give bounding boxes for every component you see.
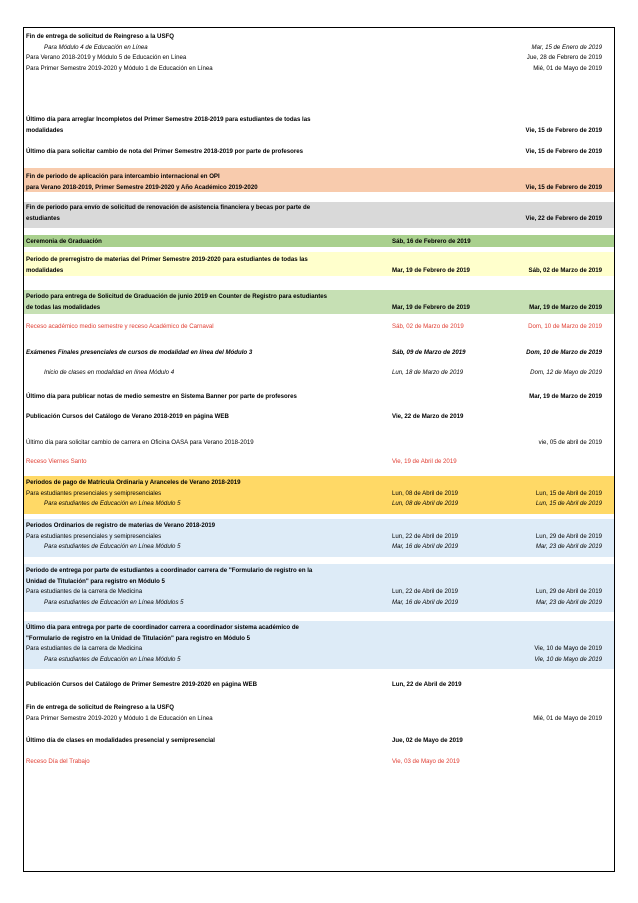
event-description: Para Módulo 4 de Educación en Línea bbox=[44, 43, 148, 51]
start-date: Vie, 22 de Marzo de 2019 bbox=[392, 413, 464, 420]
event-description: Para estudiantes de Educación en Línea Módulo 5 bbox=[44, 543, 181, 550]
end-date: Jue, 28 de Febrero de 2019 bbox=[526, 54, 602, 61]
end-date: Mar, 15 de Enero de 2019 bbox=[531, 43, 602, 51]
event-description: Último día para publicar notas de medio semestre en Sistema Banner por parte de profesores bbox=[26, 393, 297, 400]
calendar-line bbox=[25, 542, 613, 553]
event-description: Receso Día del Trabajo bbox=[26, 758, 90, 765]
event-description: Último día para solicitar cambio de nota del Primer Semestre 2018-2019 por parte de profesores bbox=[26, 148, 304, 155]
calendar-line bbox=[25, 577, 613, 588]
end-date: vie, 05 de abril de 2019 bbox=[538, 439, 602, 446]
calendar-line bbox=[25, 255, 613, 266]
calendar-line bbox=[25, 757, 613, 768]
end-date: Vie, 15 de Febrero de 2019 bbox=[525, 126, 602, 134]
start-date: Lun, 08 de Abril de 2019 bbox=[392, 500, 459, 507]
calendar-entry-cambio-carrera bbox=[25, 438, 613, 449]
end-date: Dom, 10 de Marzo de 2019 bbox=[528, 323, 602, 330]
calendar-line bbox=[25, 703, 613, 714]
calendar-line bbox=[25, 292, 613, 303]
calendar-line bbox=[25, 214, 613, 225]
end-date: Lun, 29 de Abril de 2019 bbox=[535, 588, 602, 595]
calendar-line bbox=[25, 203, 613, 214]
event-description: Receso académico medio semestre y receso Académico de Carnaval bbox=[26, 323, 214, 330]
calendar-line bbox=[25, 115, 613, 126]
end-date: Mié, 01 de Mayo de 2019 bbox=[533, 714, 602, 722]
end-date: Mar, 23 de Abril de 2019 bbox=[535, 598, 602, 606]
start-date: Sáb, 02 de Marzo de 2019 bbox=[392, 323, 464, 330]
calendar-line bbox=[25, 566, 613, 577]
event-description: Para estudiantes de Educación en Línea Módulo 5 bbox=[44, 655, 181, 663]
start-date: Vie, 19 de Abril de 2019 bbox=[392, 458, 457, 465]
event-description: Ceremonia de Graduación bbox=[26, 238, 102, 245]
end-date: Lun, 15 de Abril de 2019 bbox=[535, 489, 602, 497]
event-description: Periodos Ordinarios de registro de materias de Verano 2018-2019 bbox=[26, 522, 215, 529]
event-description: Fin de entrega de solicitud de Reingreso a la USFQ bbox=[26, 704, 174, 711]
calendar-line bbox=[25, 412, 613, 423]
calendar-entry-cambio-nota bbox=[25, 147, 613, 158]
calendar-line bbox=[25, 644, 613, 655]
end-date: Vie, 15 de Febrero de 2019 bbox=[525, 183, 602, 191]
calendar-entry-formulario-titulacion bbox=[25, 566, 613, 608]
calendar-entry-solicitud-graduacion bbox=[25, 292, 613, 313]
calendar-entry-coordinador-sistema bbox=[25, 623, 613, 665]
calendar-entry-inicio-modulo4 bbox=[25, 368, 613, 379]
calendar-entry-ultimo-dia-clases bbox=[25, 736, 613, 747]
end-date: Vie, 22 de Febrero de 2019 bbox=[525, 214, 602, 222]
event-description: Inicio de clases en modalidad en línea Módulo 4 bbox=[44, 369, 175, 376]
event-description: Para Verano 2018-2019 y Módulo 5 de Educación en Línea bbox=[26, 54, 187, 61]
event-description: modalidades bbox=[26, 266, 64, 274]
calendar-entry-dia-trabajo bbox=[25, 757, 613, 768]
calendar-line bbox=[25, 499, 613, 510]
event-description: Receso Viernes Santo bbox=[26, 458, 87, 465]
event-description: Fin de periodo para envío de solicitud de renovación de asistencia financiera y becas por parte de bbox=[26, 204, 311, 211]
calendar-line bbox=[25, 655, 613, 666]
calendar-entry-registro-verano bbox=[25, 521, 613, 553]
end-date: Mar, 23 de Abril de 2019 bbox=[535, 543, 602, 550]
calendar-entry-prerregistro bbox=[25, 255, 613, 276]
event-description: Último día para solicitar cambio de carrera en Oficina OASA para Verano 2018-2019 bbox=[26, 439, 254, 446]
calendar-line bbox=[25, 587, 613, 598]
event-description: Unidad de Titulación" para registro en Módulo 5 bbox=[26, 577, 165, 585]
event-description: Último día para entrega por parte de coordinador carrera a coordinador sistema académico de bbox=[26, 624, 299, 631]
calendar-entry-notas-medio bbox=[25, 392, 613, 403]
start-date: Vie, 03 de Mayo de 2019 bbox=[392, 758, 460, 765]
event-description: "Formulario de registro en la Unidad de Titulación" para registro en Módulo 5 bbox=[26, 634, 251, 642]
calendar-line bbox=[25, 438, 613, 449]
event-description: Último día para arreglar Incompletos del Primer Semestre 2018-2019 para estudiantes de todas las bbox=[26, 116, 311, 123]
calendar-line bbox=[25, 736, 613, 747]
calendar-line bbox=[25, 172, 613, 183]
calendar-line bbox=[25, 392, 613, 403]
calendar-line bbox=[25, 266, 613, 277]
start-date: Mar, 19 de Febrero de 2019 bbox=[392, 303, 470, 311]
end-date: Sáb, 02 de Marzo de 2019 bbox=[528, 266, 602, 274]
start-date: Mar, 16 de Abril de 2019 bbox=[392, 598, 459, 606]
event-description: Para estudiantes de la carrera de Medicina bbox=[26, 588, 143, 595]
start-date: Lun, 22 de Abril de 2019 bbox=[392, 532, 459, 540]
end-date: Vie, 10 de Mayo de 2019 bbox=[534, 645, 602, 652]
calendar-line bbox=[25, 489, 613, 500]
calendar-line bbox=[25, 64, 613, 75]
calendar-line bbox=[25, 478, 613, 489]
calendar-entry-examenes-finales bbox=[25, 348, 613, 359]
start-date: Mar, 19 de Febrero de 2019 bbox=[392, 266, 470, 274]
start-date: Lun, 18 de Marzo de 2019 bbox=[392, 369, 464, 376]
event-description: Para estudiantes de Educación en Línea Módulo 5 bbox=[44, 500, 181, 507]
end-date: Mar, 19 de Marzo de 2019 bbox=[529, 303, 602, 311]
calendar-line bbox=[25, 680, 613, 691]
start-date: Lun, 22 de Abril de 2019 bbox=[392, 588, 459, 595]
start-date: Jue, 02 de Mayo de 2019 bbox=[392, 737, 463, 744]
calendar-line bbox=[25, 322, 613, 333]
end-date: Lun, 29 de Abril de 2019 bbox=[535, 532, 602, 540]
calendar-line bbox=[25, 32, 613, 43]
calendar-entry-pago-matricula bbox=[25, 478, 613, 510]
calendar-line bbox=[25, 634, 613, 645]
event-description: Para estudiantes presenciales y semipresenciales bbox=[26, 532, 162, 540]
calendar-entry-fin-reingreso-1 bbox=[25, 32, 613, 74]
end-date: Dom, 10 de Marzo de 2019 bbox=[526, 349, 602, 356]
event-description: Periodo para entrega de Solicitud de Graduación de junio 2019 en Counter de Registro para estudiantes bbox=[26, 293, 328, 300]
start-date: Sáb, 09 de Marzo de 2019 bbox=[392, 349, 466, 356]
calendar-entry-asistencia-financiera bbox=[25, 203, 613, 224]
end-date: Vie, 15 de Febrero de 2019 bbox=[525, 148, 602, 155]
event-description: Para Primer Semestre 2019-2020 y Módulo 1 de Educación en Línea bbox=[26, 64, 213, 72]
calendar-entry-catalogo-verano bbox=[25, 412, 613, 423]
event-description: Periodo de prerregistro de materias del Primer Semestre 2019-2020 para estudiantes de todas las bbox=[26, 256, 308, 263]
calendar-entry-incompletos bbox=[25, 115, 613, 136]
end-date: Vie, 10 de Mayo de 2019 bbox=[534, 655, 602, 663]
calendar-line bbox=[25, 303, 613, 314]
event-description: Periodos de pago de Matrícula Ordinaria y Aranceles de Verano 2018-2019 bbox=[26, 479, 241, 486]
calendar-line bbox=[25, 532, 613, 543]
event-description: para Verano 2018-2019, Primer Semestre 2019-2020 y Año Académico 2019-2020 bbox=[26, 183, 258, 191]
event-description: Para estudiantes de Educación en Línea Módulos 5 bbox=[44, 598, 184, 606]
calendar-entry-opi bbox=[25, 172, 613, 193]
calendar-entry-fin-reingreso-2 bbox=[25, 703, 613, 724]
calendar-entry-catalogo-primer bbox=[25, 680, 613, 691]
event-description: Para Primer Semestre 2019-2020 y Módulo 1 de Educación en Línea bbox=[26, 714, 213, 722]
calendar-line bbox=[25, 521, 613, 532]
end-date: Dom, 12 de Mayo de 2019 bbox=[530, 369, 602, 376]
event-description: Publicación Cursos del Catálogo de Verano 2018-2019 en página WEB bbox=[26, 413, 229, 420]
event-description: Último día de clases en modalidades presencial y semipresencial bbox=[26, 737, 215, 744]
calendar-line bbox=[25, 623, 613, 634]
start-date: Sáb, 16 de Febrero de 2019 bbox=[392, 238, 471, 245]
event-description: Fin de periodo de aplicación para intercambio internacional en OPI bbox=[26, 173, 220, 180]
end-date: Mar, 19 de Marzo de 2019 bbox=[529, 393, 602, 400]
start-date: Lun, 08 de Abril de 2019 bbox=[392, 489, 459, 497]
calendar-line bbox=[25, 147, 613, 158]
event-description: de todas las modalidades bbox=[26, 303, 101, 311]
calendar-line bbox=[25, 183, 613, 194]
calendar-line bbox=[25, 43, 613, 54]
calendar-entry-receso-carnaval bbox=[25, 322, 613, 333]
calendar-line bbox=[25, 598, 613, 609]
end-date: Lun, 15 de Abril de 2019 bbox=[535, 500, 602, 507]
calendar-entry-graduacion bbox=[25, 237, 613, 248]
start-date: Mar, 16 de Abril de 2019 bbox=[392, 543, 459, 550]
calendar-line bbox=[25, 368, 613, 379]
event-description: estudiantes bbox=[26, 214, 60, 222]
calendar-sheet bbox=[23, 27, 615, 872]
calendar-line bbox=[25, 714, 613, 725]
calendar-line bbox=[25, 237, 613, 248]
calendar-line bbox=[25, 53, 613, 64]
event-description: modalidades bbox=[26, 126, 64, 134]
event-description: Periodo de entrega por parte de estudiantes a coordinador carrera de "Formulario de registro en la bbox=[26, 567, 313, 574]
end-date: Mié, 01 de Mayo de 2019 bbox=[533, 64, 602, 72]
calendar-line bbox=[25, 126, 613, 137]
event-description: Fin de entrega de solicitud de Reingreso a la USFQ bbox=[26, 33, 174, 40]
calendar-line bbox=[25, 457, 613, 468]
calendar-entry-viernes-santo bbox=[25, 457, 613, 468]
event-description: Exámenes Finales presenciales de cursos de modalidad en línea del Módulo 3 bbox=[26, 349, 253, 356]
event-description: Para estudiantes de la carrera de Medicina bbox=[26, 645, 143, 652]
start-date: Lun, 22 de Abril de 2019 bbox=[392, 681, 462, 688]
event-description: Para estudiantes presenciales y semipresenciales bbox=[26, 489, 162, 497]
event-description: Publicación Cursos del Catálogo de Primer Semestre 2019-2020 en página WEB bbox=[26, 681, 257, 688]
calendar-line bbox=[25, 348, 613, 359]
